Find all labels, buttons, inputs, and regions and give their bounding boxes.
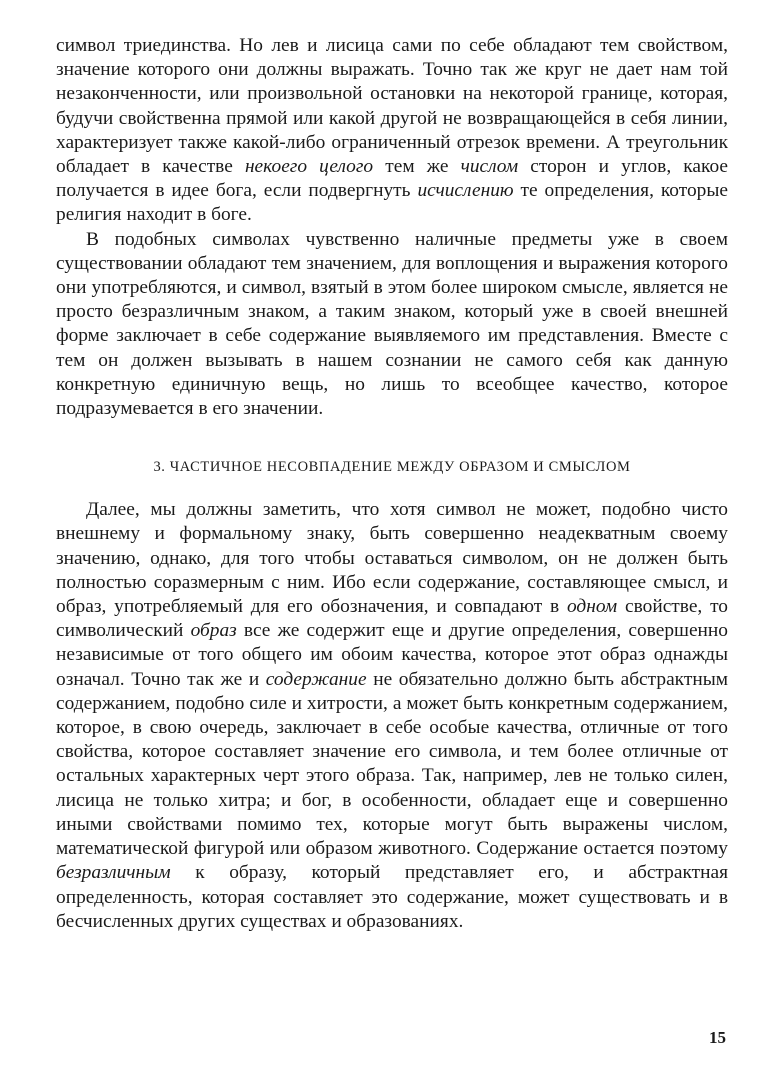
emphasis: некоего целого <box>244 156 374 178</box>
emphasis: числом <box>460 156 519 178</box>
emphasis: безразличным <box>56 862 171 884</box>
emphasis: содержание <box>265 668 367 690</box>
section-heading: 3. ЧАСТИЧНОЕ НЕСОВПАДЕНИЕ МЕЖДУ ОБРАЗОМ И СМЫСЛОМ <box>153 459 631 476</box>
paragraph-1: символ триединства. Но лев и лисица сами по себе обладают тем свойством, значение которого они должны выражать. Точно так же круг не дает нам той незаконченности, или произвольной остановки на некоторой границе, которая, будучи свойственна прямой или какой другой не возвращающейся в себя линии, характеризует также какой-либо ограниченный отрезок времени. А треугольник обладает в качестве некоего целого тем же числом сторон и углов, какое получается в идее бога, если подвергнуть исчислению те определения, которые религия находит в боге. <box>56 35 728 226</box>
page-number: 15 <box>709 1028 726 1047</box>
emphasis: образ <box>190 620 237 642</box>
paragraph-2: В подобных символах чувственно наличные предметы уже в своем существовании обладают тем значением, для воплощения и выражения которого они употребляются, и символ, взятый в этом более широком смысле, является не просто безразличным знаком, а таким знаком, который уже в своей внешней форме заключает в себе содержание выявляемого им представления. Вместе с тем он должен вызывать в нашем сознании не самого себя как данную конкретную единичную вещь, но лишь то всеобщее качество, которое подразумевается в его значении. <box>56 228 728 420</box>
emphasis: одном <box>566 596 618 618</box>
paragraph-3: Далее, мы должны заметить, что хотя символ не может, подобно чисто внешнему и формальному знаку, быть совершенно неадекватным своему значению, однако, для того чтобы оставаться символом, он не должен быть полностью соразмерным с ним. Ибо если содержание, составляющее смысл, и образ, употребляемый для его обозначения, и совпадают в одном свойстве, то символический образ все же содержит еще и другие определения, совершенно независимые от того общего им обоим качества, которое этот образ однажды означал. Точно так же и содержание не обязательно должно быть абстрактным содержанием, подобно силе и хитрости, а может быть конкретным содержанием, которое, в свою очередь, заключает в себе особые качества, отличные от того свойства, которое составляет значение его символа, и тем более отличные от остальных характерных черт этого образа. Так, например, лев не только силен, лисица не только хитра; и бог, в особенности, обладает еще и совершенно иными свойствами помимо тех, которые могут быть выражены числом, математической фигурой или образом животного. Содержание остается поэтому безразличным к образу, который представляет его, и абстрактная определенность, которая составляет это содержание, может существовать и в бесчисленных других существах и образованиях. <box>56 499 728 932</box>
page-body <box>56 34 728 934</box>
emphasis: исчислению <box>417 180 514 202</box>
